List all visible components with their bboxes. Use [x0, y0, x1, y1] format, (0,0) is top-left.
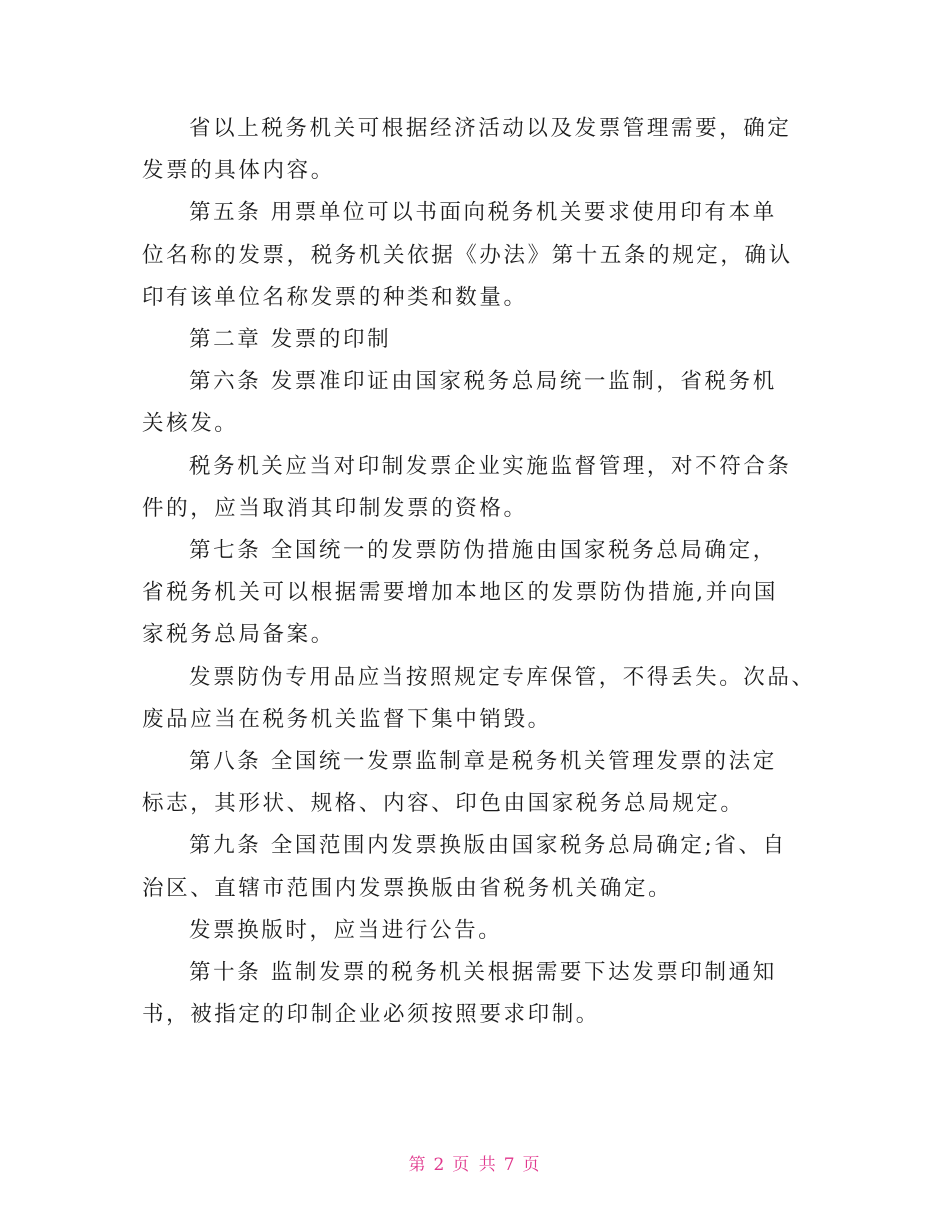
paragraph-article-9: [142, 825, 822, 909]
paragraph-line: 关核发。: [142, 411, 239, 437]
footer-middle: 页 共: [452, 1155, 498, 1175]
paragraph-line: 税务机关应当对印制发票企业实施监督管理，对不符合条: [189, 453, 792, 479]
paragraph-scope-of-content: [142, 108, 822, 192]
paragraph-line: 第九条 全国范围内发票换版由国家税务总局确定;省、自: [189, 833, 787, 859]
paragraph-line: 第十条 监制发票的税务机关根据需要下达发票印制通知: [189, 960, 777, 986]
paragraph-article-5: [142, 192, 822, 319]
total-page-count: 7: [503, 1155, 517, 1175]
paragraph-article-10: [142, 952, 822, 1036]
paragraph-line: 第七条 全国统一的发票防伪措施由国家税务总局确定，: [189, 538, 777, 564]
chapter-title: 第二章 发票的印制: [189, 327, 392, 353]
paragraph-line: 件的，应当取消其印制发票的资格。: [142, 495, 528, 521]
footer-suffix: 页: [522, 1155, 542, 1175]
chapter-heading-2: [142, 319, 822, 361]
current-page-number: 2: [433, 1155, 447, 1175]
paragraph-article-7: [142, 530, 822, 657]
paragraph-line: 家税务总局备案。: [142, 622, 335, 648]
paragraph-anti-counterfeit-storage: [142, 657, 822, 741]
paragraph-line: 第五条 用票单位可以书面向税务机关要求使用印有本单: [189, 200, 777, 226]
paragraph-line: 第八条 全国统一发票监制章是税务机关管理发票的法定: [189, 749, 777, 775]
paragraph-announcement: [142, 910, 822, 952]
paragraph-line: 省税务机关可以根据需要增加本地区的发票防伪措施,并向国: [142, 580, 779, 606]
paragraph-line: 发票的具体内容。: [142, 158, 335, 184]
paragraph-line: 省以上税务机关可根据经济活动以及发票管理需要，确定: [189, 116, 792, 141]
paragraph-supervision: [142, 446, 822, 530]
paragraph-line: 废品应当在税务机关监督下集中销毁。: [142, 706, 552, 732]
paragraph-line: 标志，其形状、规格、内容、印色由国家税务总局规定。: [142, 791, 745, 817]
paragraph-line: 发票防伪专用品应当按照规定专库保管，不得丢失。次品、: [189, 664, 816, 690]
paragraph-article-6: [142, 361, 822, 445]
paragraph-line: 发票换版时，应当进行公告。: [189, 917, 503, 943]
paragraph-line: 第六条 发票准印证由国家税务总局统一监制，省税务机: [189, 369, 777, 395]
page-number-footer: [0, 1150, 950, 1175]
footer-prefix: 第: [408, 1155, 428, 1175]
document-body: [142, 108, 822, 1036]
paragraph-article-8: [142, 741, 822, 825]
paragraph-line: 位名称的发票，税务机关依据《办法》第十五条的规定，确认: [142, 242, 793, 268]
paragraph-line: 书，被指定的印制企业必须按照要求印制。: [142, 1002, 600, 1028]
paragraph-line: 印有该单位名称发票的种类和数量。: [142, 284, 528, 310]
paragraph-line: 治区、直辖市范围内发票换版由省税务机关确定。: [142, 875, 673, 901]
